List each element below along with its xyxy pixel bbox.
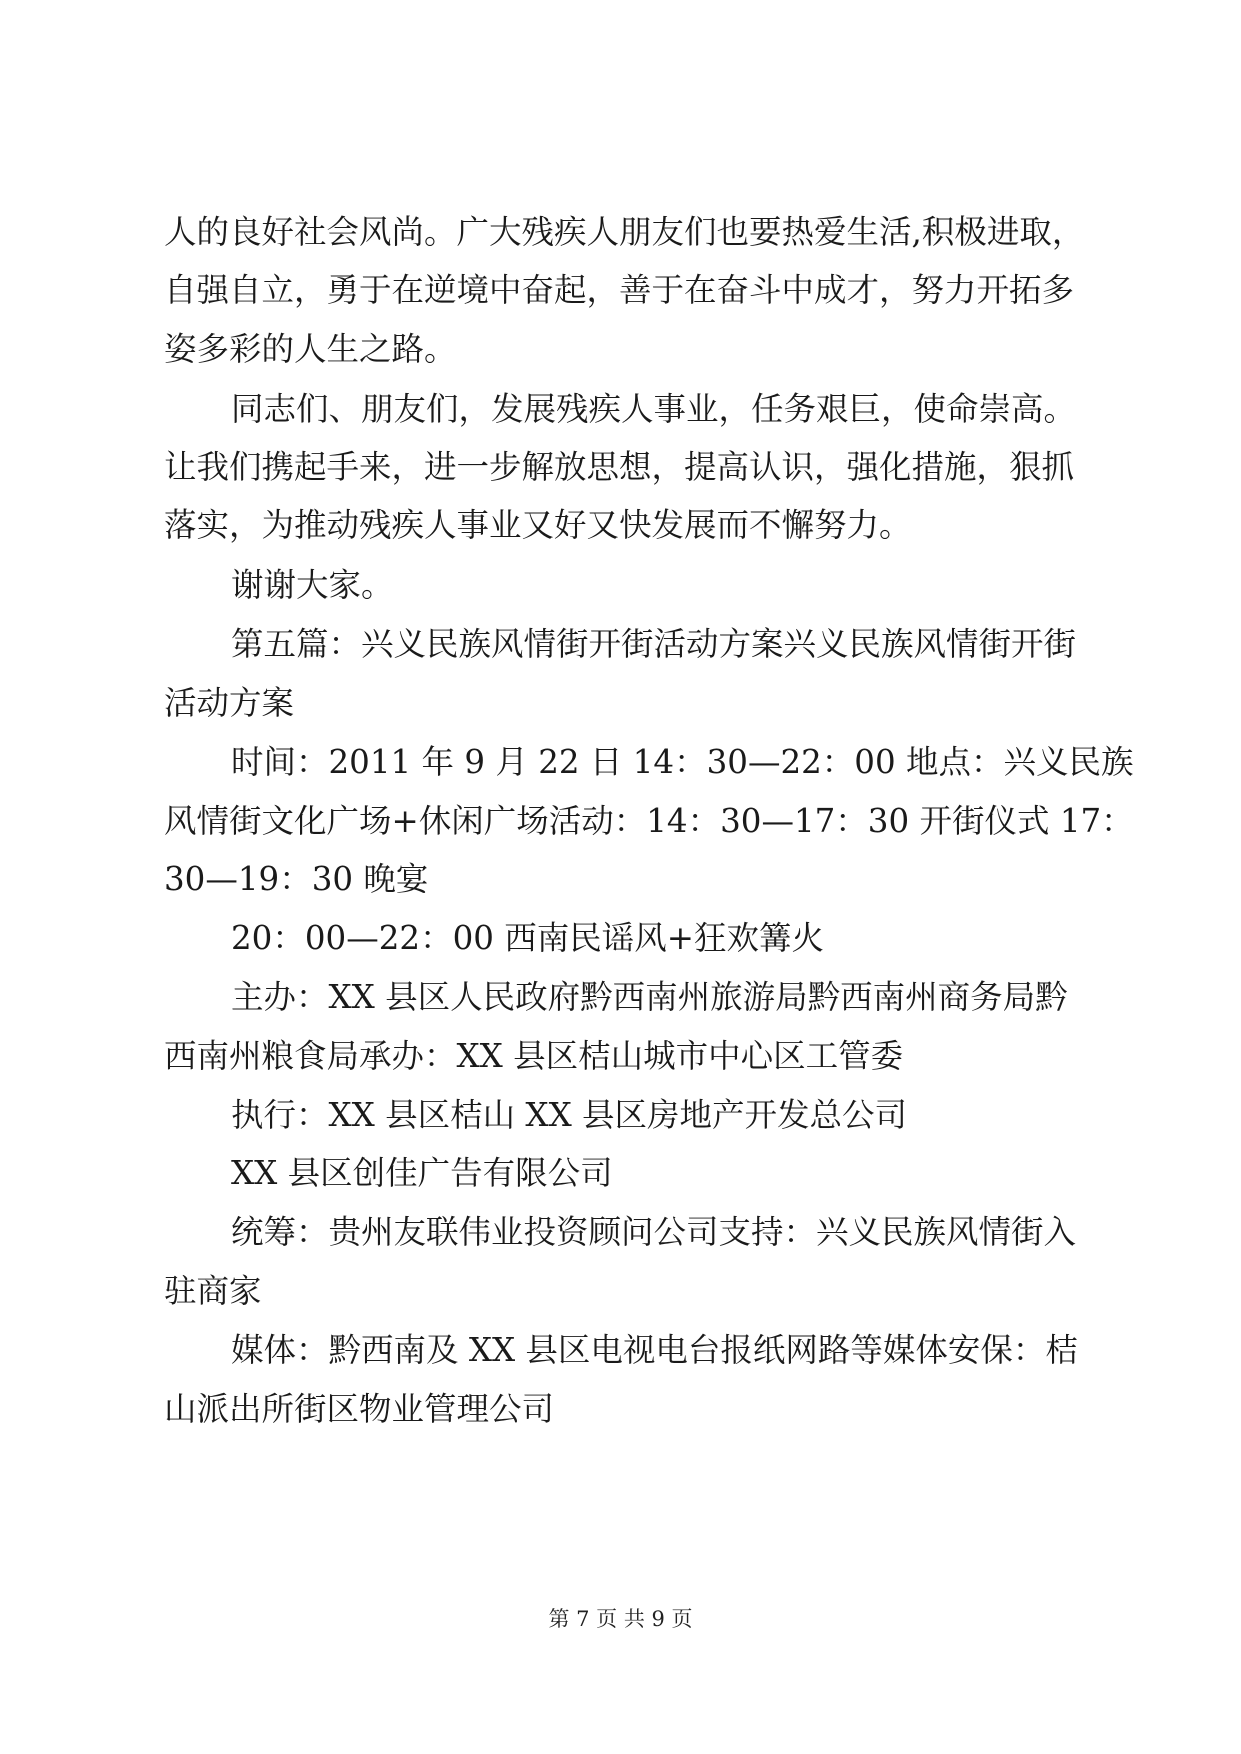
body-text-line: 自强自立，勇于在逆境中奋起，善于在奋斗中成才，努力开拓多 [164, 271, 1075, 309]
body-text-line: 山派出所街区物业管理公司 [164, 1390, 555, 1428]
body-text-line: 让我们携起手来，进一步解放思想，提高认识，强化措施，狠抓 [164, 448, 1075, 486]
page-number-footer: 第 7 页 共 9 页 [548, 1607, 693, 1631]
body-text-line: 20：00—22：00 西南民谣风+狂欢篝火 [231, 919, 824, 957]
body-text-line: 30—19：30 晚宴 [164, 860, 429, 898]
body-text-line: 风情街文化广场+休闲广场活动：14：30—17：30 开街仪式 17： [164, 802, 1134, 840]
body-text-line: 执行：XX 县区桔山 XX 县区房地产开发总公司 [231, 1096, 908, 1134]
body-text-line: 同志们、朋友们，发展残疾人事业，任务艰巨，使命崇高。 [231, 390, 1077, 428]
section-heading-line: 第五篇：兴义民族风情街开街活动方案兴义民族风情街开街 [231, 625, 1077, 663]
body-text-line: 主办：XX 县区人民政府黔西南州旅游局黔西南州商务局黔 [231, 978, 1068, 1016]
body-text-line: 谢谢大家。 [231, 566, 394, 604]
body-text-line: 驻商家 [164, 1272, 262, 1310]
body-text-line: XX 县区创佳广告有限公司 [231, 1154, 613, 1192]
section-heading-line: 活动方案 [164, 684, 295, 722]
body-text-line: 统筹：贵州友联伟业投资顾问公司支持：兴义民族风情街入 [231, 1213, 1077, 1251]
body-text-line: 姿多彩的人生之路。 [164, 330, 457, 368]
body-text-line: 西南州粮食局承办：XX 县区桔山城市中心区工管委 [164, 1037, 904, 1075]
body-text-line: 人的良好社会风尚。广大残疾人朋友们也要热爱生活,积极进取， [164, 213, 1085, 251]
body-text-line: 时间：2011 年 9 月 22 日 14：30—22：00 地点：兴义民族 [231, 743, 1134, 781]
body-text-line: 落实，为推动残疾人事业又好又快发展而不懈努力。 [164, 506, 912, 544]
body-text-line: 媒体：黔西南及 XX 县区电视电台报纸网路等媒体安保：桔 [231, 1331, 1078, 1369]
